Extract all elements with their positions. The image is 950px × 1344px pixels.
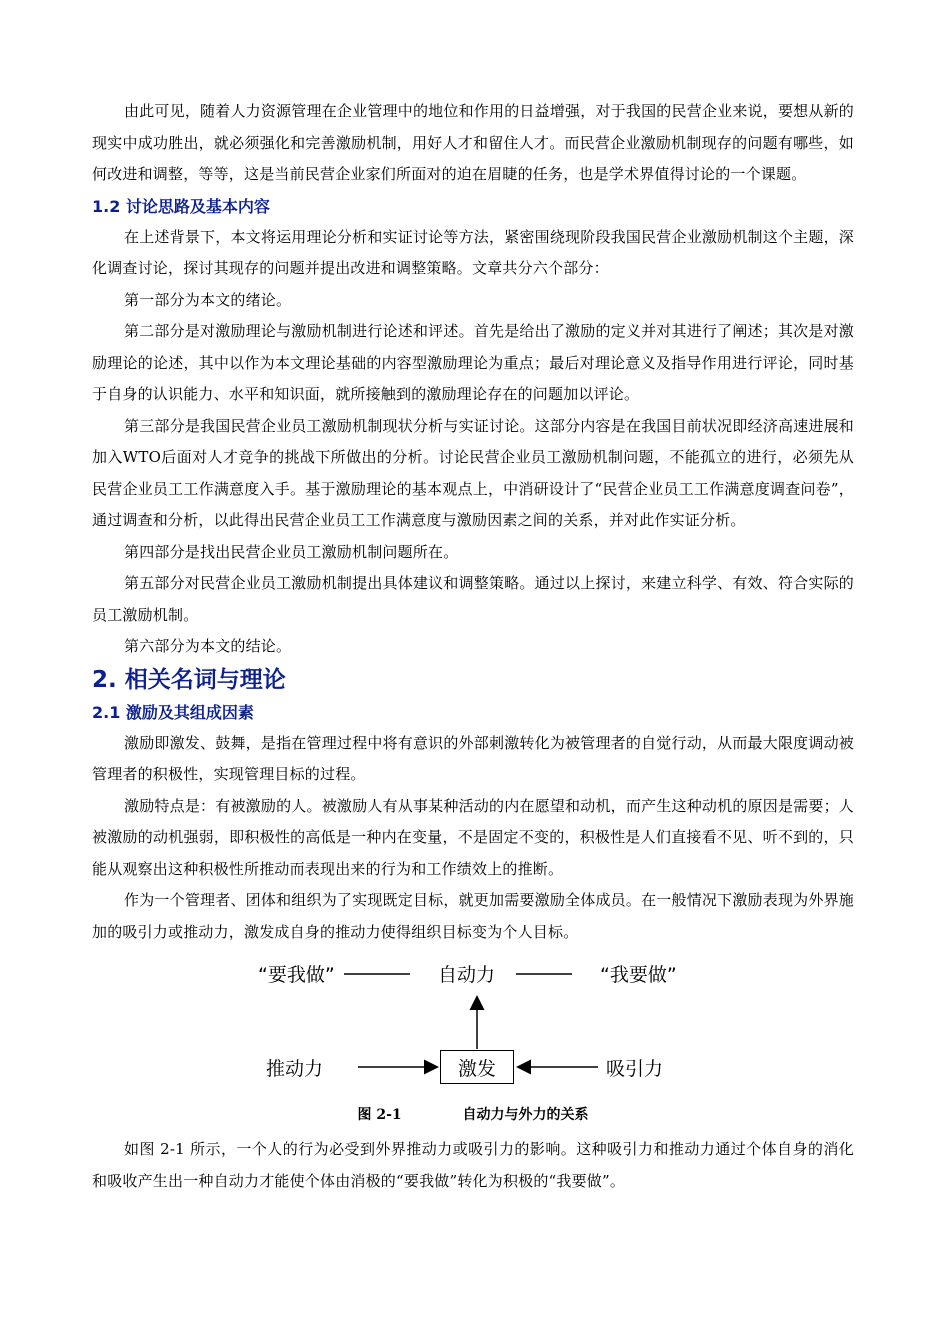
paragraph: 由此可见，随着人力资源管理在企业管理中的地位和作用的日益增强，对于我国的民营企业来说，要想从新的现实中成功胜出，就必须强化和完善激励机制，用好人才和留住人才。而民营企业激励机制现存的问题有哪些，如何改进和调整，等等，这是当前民营企业家们所面对的迫在眉睫的任务，也是学术界值得讨论的一个课题。	[92, 102, 854, 183]
paragraph: 第五部分对民营企业员工激励机制提出具体建议和调整策略。通过以上探讨，来建立科学、有效、符合实际的员工激励机制。	[92, 574, 854, 624]
paragraph: 在上述背景下，本文将运用理论分析和实证讨论等方法，紧密围绕现阶段我国民营企业激励机制这个主题，深化调查讨论，探讨其现存的问题并提出改进和调整策略。文章共分六个部分：	[92, 227, 854, 277]
paragraph: 激励特点是：有被激励的人。被激励人有从事某种活动的内在愿望和动机，而产生这种动机的原因是需要；人被激励的动机强弱，即积极性的高低是一种内在变量，不是固定不变的，积极性是人们直接看不见、听不到的，只能从观察出这种积极性所推动而表现出来的行为和工作绩效上的推断。	[92, 796, 854, 878]
section-heading-1-2: 1.2 讨论思路及基本内容	[92, 196, 270, 216]
paragraph: 第三部分是我国民营企业员工激励机制现状分析与实证讨论。这部分内容是在我国目前状况即经济高速进展和加入WTO后面对人才竞争的挑战下所做出的分析。讨论民营企业员工激励机制问题，不能孤立的进行，必须先从民营企业员工工作满意度入手。基于激励理论的基本观点上，中消研设计了“民营企业员工工作满意度调查问卷”，通过调查和分析，以此得出民营企业员工工作满意度与激励因素之间的关系，并对此作实证分析。	[92, 416, 854, 529]
box-stimulate: 激发	[440, 1050, 514, 1084]
paragraph: 作为一个管理者、团体和组织为了实现既定目标，就更加需要激励全体成员。在一般情况下激励表现为外界施加的吸引力或推动力，激发成自身的推动力使得组织目标变为个人目标。	[92, 891, 854, 941]
caption-title: 自动力与外力的关系	[462, 1107, 589, 1123]
label-push-force: 推动力	[266, 1058, 324, 1080]
document-body	[92, 96, 854, 1197]
label-passive: “要我做”	[258, 964, 335, 986]
section-heading-2-1: 2.1 激励及其组成因素	[92, 702, 254, 722]
label-pull-force: 吸引力	[606, 1058, 664, 1080]
section-heading-2: 2. 相关名词与理论	[92, 666, 286, 693]
paragraph: 第一部分为本文的绪论。	[124, 290, 292, 309]
paragraph: 激励即激发、鼓舞，是指在管理过程中将有意识的外部刺激转化为被管理者的自觉行动，从而最大限度调动被管理者的积极性，实现管理目标的过程。	[92, 733, 854, 783]
paragraph: 如图 2-1 所示，一个人的行为必受到外界推动力或吸引力的影响。这种吸引力和推动力通过个体自身的消化和吸收产生出一种自动力才能使个体由消极的“要我做”转化为积极的“我要做”。	[92, 1140, 854, 1190]
paragraph: 第六部分为本文的结论。	[124, 637, 292, 655]
label-active: “我要做”	[600, 964, 677, 986]
label-self-drive: 自动力	[438, 964, 496, 986]
caption-number: 图 2-1	[357, 1107, 402, 1123]
paragraph: 第四部分是找出民营企业员工激励机制问题所在。	[124, 542, 459, 561]
paragraph: 第二部分是对激励理论与激励机制进行论述和评述。首先是给出了激励的定义并对其进行了阐述；其次是对激励理论的论述，其中以作为本文理论基础的内容型激励理论为重点；最后对理论意义及指导作用进行评论，同时基于自身的认识能力、水平和知识面，就所接触到的激励理论存在的问题加以评论。	[92, 322, 854, 403]
figure-caption	[92, 1100, 854, 1130]
motivation-diagram	[92, 954, 854, 1094]
